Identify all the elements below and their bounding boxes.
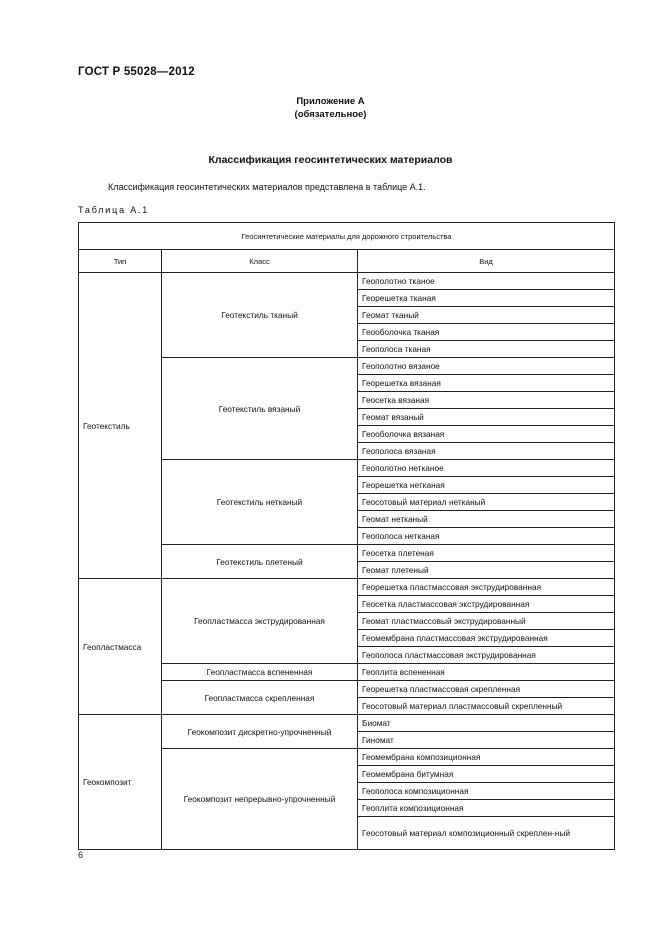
type-cell: Геокомпозит bbox=[79, 715, 162, 850]
class-cell: Геотекстиль тканый bbox=[162, 273, 358, 358]
view-cell: Биомат bbox=[358, 715, 615, 732]
view-cell: Геомембрана пластмассовая экструдированная bbox=[358, 630, 615, 647]
view-cell: Геосотовый материал нетканый bbox=[358, 494, 615, 511]
page-number: 6 bbox=[78, 850, 84, 860]
view-cell: Геоплита композиционная bbox=[358, 800, 615, 817]
view-cell: Геосетка пластмассовая экструдированная bbox=[358, 596, 615, 613]
class-cell: Геотекстиль вязаный bbox=[162, 358, 358, 460]
view-cell: Георешетка вязаная bbox=[358, 375, 615, 392]
view-cell: Геополоса вязаная bbox=[358, 443, 615, 460]
view-cell: Геополотно тканое bbox=[358, 273, 615, 290]
column-header-type: Тип bbox=[79, 250, 162, 273]
view-cell: Георешетка нетканая bbox=[358, 477, 615, 494]
type-cell: Геотекстиль bbox=[79, 273, 162, 579]
view-cell: Геомат нетканый bbox=[358, 511, 615, 528]
view-cell: Геосетка плетеная bbox=[358, 545, 615, 562]
view-cell: Геосотовый материал композиционный скреплен-ный bbox=[358, 817, 615, 850]
view-cell: Геосотовый материал пластмассовый скрепленный bbox=[358, 698, 615, 715]
table-label: Таблица А.1 bbox=[78, 205, 150, 215]
classification-table bbox=[78, 222, 615, 850]
appendix-status: (обязательное) bbox=[294, 109, 367, 120]
view-cell: Геомембрана битумная bbox=[358, 766, 615, 783]
class-cell: Геокомпозит дискретно-упрочненный bbox=[162, 715, 358, 749]
type-cell: Геопластмасса bbox=[79, 579, 162, 715]
view-cell: Геополотно вязаное bbox=[358, 358, 615, 375]
class-cell: Геопластмасса вспененная bbox=[162, 664, 358, 681]
view-cell: Геополотно нетканое bbox=[358, 460, 615, 477]
table-row bbox=[79, 579, 615, 596]
view-cell: Геооболочка тканая bbox=[358, 324, 615, 341]
view-cell: Геомат вязаный bbox=[358, 409, 615, 426]
view-cell: Геооболочка вязаная bbox=[358, 426, 615, 443]
class-cell: Геотекстиль плетеный bbox=[162, 545, 358, 579]
view-cell: Геомат тканый bbox=[358, 307, 615, 324]
appendix-title: Приложение А bbox=[296, 96, 365, 107]
view-cell: Геополоса композиционная bbox=[358, 783, 615, 800]
view-cell: Геополоса тканая bbox=[358, 341, 615, 358]
table-caption: Геосинтетические материалы для дорожного строительства bbox=[79, 223, 615, 250]
view-cell: Георешетка пластмассовая скрепленная bbox=[358, 681, 615, 698]
document-code: ГОСТ Р 55028—2012 bbox=[78, 66, 195, 78]
view-cell: Геомембрана композиционная bbox=[358, 749, 615, 766]
intro-paragraph: Классификация геосинтетических материалов представлена в таблице А.1. bbox=[108, 182, 426, 192]
view-cell: Геосетка вязаная bbox=[358, 392, 615, 409]
view-cell: Георешетка тканая bbox=[358, 290, 615, 307]
view-cell: Георешетка пластмассовая экструдированная bbox=[358, 579, 615, 596]
view-cell: Геополоса нетканая bbox=[358, 528, 615, 545]
class-cell: Геокомпозит непрерывно-упрочненный bbox=[162, 749, 358, 850]
column-header-class: Класс bbox=[162, 250, 358, 273]
class-cell: Геопластмасса скрепленная bbox=[162, 681, 358, 715]
view-cell: Геомат пластмассовый экструдированный bbox=[358, 613, 615, 630]
class-cell: Геотекстиль нетканый bbox=[162, 460, 358, 545]
view-cell: Геомат плетеный bbox=[358, 562, 615, 579]
view-cell: Геополоса пластмассовая экструдированная bbox=[358, 647, 615, 664]
section-title: Классификация геосинтетических материалов bbox=[208, 154, 453, 166]
table-row bbox=[79, 273, 615, 290]
column-header-view: Вид bbox=[358, 250, 615, 273]
view-cell: Гиномат bbox=[358, 732, 615, 749]
view-cell: Геоплита вспененная bbox=[358, 664, 615, 681]
table-row bbox=[79, 715, 615, 732]
class-cell: Геопластмасса экструдированная bbox=[162, 579, 358, 664]
